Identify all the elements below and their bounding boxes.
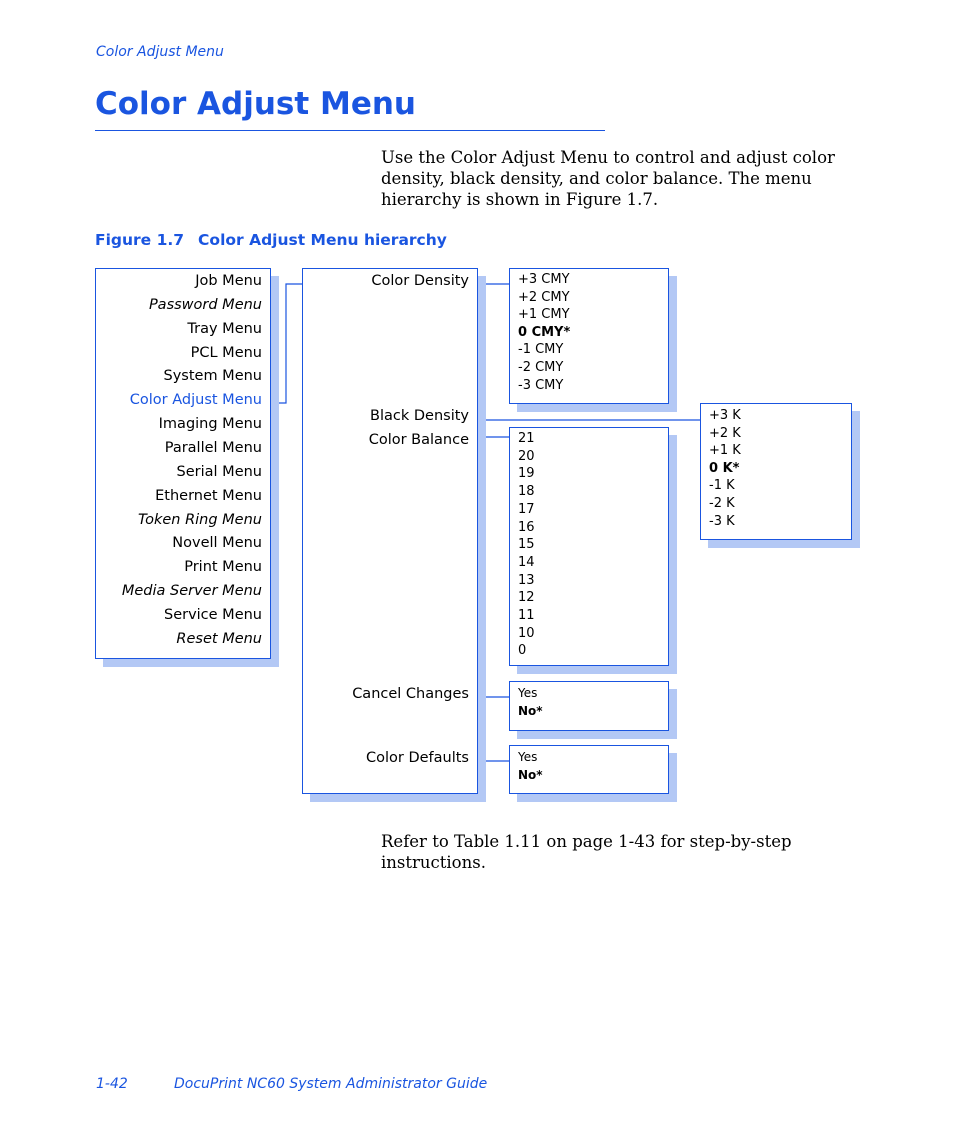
main-menu-item: Media Server Menu <box>121 583 262 600</box>
main-menu-item: Color Adjust Menu <box>129 392 262 409</box>
footer-title: DocuPrint NC60 System Administrator Guide <box>174 1076 488 1092</box>
refer-paragraph: Refer to Table 1.11 on page 1-43 for step-by-step instructions. <box>381 832 792 872</box>
main-menu-box <box>95 268 271 659</box>
option-item: -1 K <box>709 478 735 494</box>
color-defaults-options-box <box>509 745 669 794</box>
option-item: 18 <box>518 484 535 500</box>
main-menu-item: Token Ring Menu <box>138 511 262 528</box>
option-item: 0 K* <box>709 460 740 476</box>
cancel-changes-options-box <box>509 681 669 731</box>
figure-title: Color Adjust Menu hierarchy <box>198 231 447 249</box>
option-item: No* <box>518 704 543 718</box>
black-density-options-box <box>700 403 852 540</box>
option-item: +3 CMY <box>518 272 570 287</box>
main-menu-item: Serial Menu <box>176 463 262 480</box>
option-item: 14 <box>518 554 535 570</box>
option-item: 11 <box>518 608 535 623</box>
option-item: No* <box>518 768 543 782</box>
option-item: 17 <box>518 501 535 517</box>
option-item: -1 CMY <box>518 342 564 358</box>
option-item: 12 <box>518 590 535 606</box>
main-menu-item: PCL Menu <box>190 344 262 361</box>
option-item: 16 <box>518 519 535 535</box>
option-item: +1 K <box>709 443 741 459</box>
option-item: 20 <box>518 448 535 464</box>
running-head: Color Adjust Menu <box>96 44 224 60</box>
option-item: -2 K <box>709 496 735 511</box>
intro-paragraph: Use the Color Adjust Menu to control and adjust color density, black density, and color balance. The menu hierarchy is shown in Figure 1.7. <box>381 148 835 209</box>
option-item: 19 <box>518 466 535 482</box>
option-item: +1 CMY <box>518 307 570 323</box>
option-item: Yes <box>518 750 538 764</box>
footer-page-number: 1-42 <box>96 1076 128 1092</box>
option-item: +2 CMY <box>518 289 570 305</box>
main-menu-item: Service Menu <box>163 606 262 623</box>
color-adjust-submenu-box <box>302 268 478 794</box>
option-item: 13 <box>518 572 535 588</box>
submenu-color-density: Color Density <box>371 273 469 289</box>
option-item: Yes <box>518 686 538 700</box>
submenu-cancel-changes: Cancel Changes <box>352 686 469 702</box>
option-item: -3 K <box>709 513 735 529</box>
main-menu-item: Imaging Menu <box>158 416 262 433</box>
option-item: 21 <box>518 431 535 446</box>
main-menu-item: Job Menu <box>195 273 262 289</box>
option-item: 0 <box>518 643 527 659</box>
submenu-color-defaults: Color Defaults <box>365 750 469 766</box>
option-item: 0 CMY* <box>518 324 571 340</box>
option-item: -2 CMY <box>518 360 564 375</box>
color-density-options-box <box>509 268 669 404</box>
option-item: 15 <box>518 537 535 553</box>
main-menu-item: Reset Menu <box>176 630 262 647</box>
main-menu-item: Print Menu <box>184 559 262 576</box>
option-item: 10 <box>518 625 535 641</box>
option-item: +2 K <box>709 425 741 441</box>
option-item: +3 K <box>709 408 741 423</box>
color-balance-options-box <box>509 427 669 666</box>
option-item: -3 CMY <box>518 377 564 393</box>
submenu-black-density: Black Density <box>370 408 469 424</box>
figure-number: Figure 1.7 <box>95 231 185 249</box>
main-menu-item: Parallel Menu <box>164 439 262 456</box>
main-menu-item: Tray Menu <box>187 320 262 337</box>
main-menu-item: Novell Menu <box>172 535 262 552</box>
submenu-color-balance: Color Balance <box>368 432 469 448</box>
page-title: Color Adjust Menu <box>95 86 417 122</box>
main-menu-item: Ethernet Menu <box>155 487 262 504</box>
main-menu-item: System Menu <box>163 368 262 385</box>
main-menu-item: Password Menu <box>148 296 262 313</box>
